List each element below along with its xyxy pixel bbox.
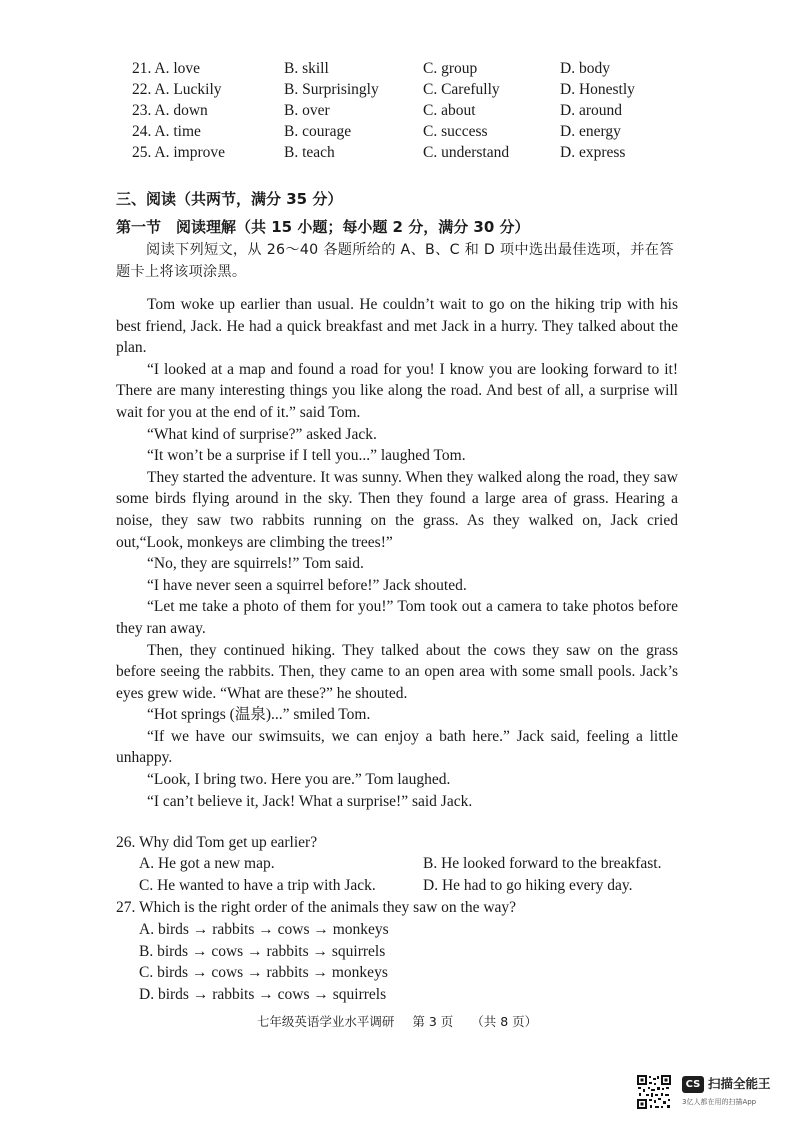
option-c: C. Carefully bbox=[423, 81, 500, 98]
option-c: C. group bbox=[423, 60, 478, 77]
option-a: 24. A. time bbox=[132, 123, 201, 140]
option-a: 21. A. love bbox=[132, 60, 201, 77]
passage-paragraph: “I looked at a map and found a road for you! I know you are looking forward to it! There are many interesting things you like along the road. And best of all, a surprise will wait for you at the end of it.” said Tom. bbox=[116, 360, 678, 421]
option-c: C. understand bbox=[423, 144, 510, 161]
option-a: 23. A. down bbox=[132, 102, 208, 119]
page-footer bbox=[0, 1012, 794, 1030]
option-b: B. Surprisingly bbox=[284, 81, 379, 98]
option-b: B. skill bbox=[284, 60, 329, 77]
question-27-option-d: D. birds → rabbits → cows → squirrels bbox=[139, 986, 387, 1003]
options-row-22 bbox=[0, 79, 794, 100]
subsection-heading: 第一节 阅读理解（共 15 小题；每小题 2 分，满分 30 分） bbox=[116, 218, 530, 236]
question-27-option-a: A. birds → rabbits → cows → monkeys bbox=[139, 921, 389, 938]
passage-paragraph: Tom woke up earlier than usual. He couldn’t wait to go on the hiking trip with his best friend, Jack. He had a quick breakfast and met Jack in a hurry. They talked about the plan. bbox=[116, 296, 678, 357]
passage-paragraph: “No, they are squirrels!” Tom said. bbox=[147, 555, 364, 573]
option-b: B. over bbox=[284, 102, 330, 119]
question-26-option-b: B. He looked forward to the breakfast. bbox=[423, 855, 662, 872]
option-a: 25. A. improve bbox=[132, 144, 225, 161]
option-d: D. express bbox=[560, 144, 626, 161]
passage-paragraph: “Look, I bring two. Here you are.” Tom laughed. bbox=[147, 771, 451, 789]
option-d: D. body bbox=[560, 60, 610, 77]
question-26-option-d: D. He had to go hiking every day. bbox=[423, 877, 633, 894]
question-27-stem: 27. Which is the right order of the animals they saw on the way? bbox=[116, 899, 517, 916]
options-row-24 bbox=[0, 121, 794, 142]
option-d: D. energy bbox=[560, 123, 621, 140]
passage-paragraph: “If we have our swimsuits, we can enjoy a bath here.” Jack said, feeling a little unhappy. bbox=[116, 727, 678, 767]
scanner-tagline: 3亿人都在用的扫描App bbox=[682, 1098, 757, 1106]
option-c: C. success bbox=[423, 123, 488, 140]
option-a: 22. A. Luckily bbox=[132, 81, 222, 98]
question-26-option-a: A. He got a new map. bbox=[139, 855, 275, 872]
options-row-23 bbox=[0, 100, 794, 121]
passage-paragraph: “Let me take a photo of them for you!” Tom took out a camera to take photos before they ran away. bbox=[116, 598, 678, 637]
qr-code-icon bbox=[636, 1074, 672, 1110]
passage-paragraph: “What kind of surprise?” asked Jack. bbox=[147, 425, 377, 443]
passage-paragraph: “It won’t be a surprise if I tell you...” laughed Tom. bbox=[147, 447, 466, 465]
footer-total-pages: （共 8 页） bbox=[471, 1014, 538, 1029]
option-d: D. around bbox=[560, 102, 622, 119]
passage-paragraph: “I can’t believe it, Jack! What a surprise!” said Jack. bbox=[147, 792, 473, 810]
options-row-21 bbox=[0, 58, 794, 79]
section-heading: 三、阅读（共两节，满分 35 分） bbox=[116, 190, 343, 208]
passage-paragraph: They started the adventure. It was sunny. When they walked along the road, they saw some birds flying around in the sky. Then they found a large area of grass. Hearing a noise, they saw two rabbits running on the grass. As they walked on, Jack cried out,“Look, monkeys are climbing the trees!” bbox=[116, 468, 678, 551]
scanner-app-name: 扫描全能王 bbox=[708, 1076, 771, 1091]
reading-passage bbox=[116, 294, 678, 812]
options-row-25 bbox=[0, 142, 794, 163]
option-b: B. courage bbox=[284, 123, 352, 140]
passage-paragraph: “I have never seen a squirrel before!” Jack shouted. bbox=[147, 576, 467, 594]
instructions: 阅读下列短文，从 26～40 各题所给的 A、B、C 和 D 项中选出最佳选项，并在答题卡上将该项涂黑。 bbox=[116, 242, 674, 280]
question-27-option-b: B. birds → cows → rabbits → squirrels bbox=[139, 943, 386, 960]
passage-paragraph: Then, they continued hiking. They talked about the cows they saw on the grass before seeing the rabbits. Then, they came to an open area with some small pools. Jack’s eyes grew wide. “What are these?” he shouted. bbox=[116, 641, 678, 702]
footer-page-number: 第 3 页 bbox=[412, 1014, 454, 1029]
option-d: D. Honestly bbox=[560, 81, 635, 98]
question-26-option-c: C. He wanted to have a trip with Jack. bbox=[139, 877, 376, 894]
footer-exam-title: 七年级英语学业水平调研 bbox=[256, 1014, 395, 1029]
option-b: B. teach bbox=[284, 144, 335, 161]
option-c: C. about bbox=[423, 102, 476, 119]
question-26-stem: 26. Why did Tom get up earlier? bbox=[116, 834, 318, 851]
question-27-option-c: C. birds → cows → rabbits → monkeys bbox=[139, 964, 388, 981]
passage-paragraph: “Hot springs (温泉)...” smiled Tom. bbox=[147, 706, 371, 724]
scanner-logo-icon: CS bbox=[682, 1076, 704, 1093]
